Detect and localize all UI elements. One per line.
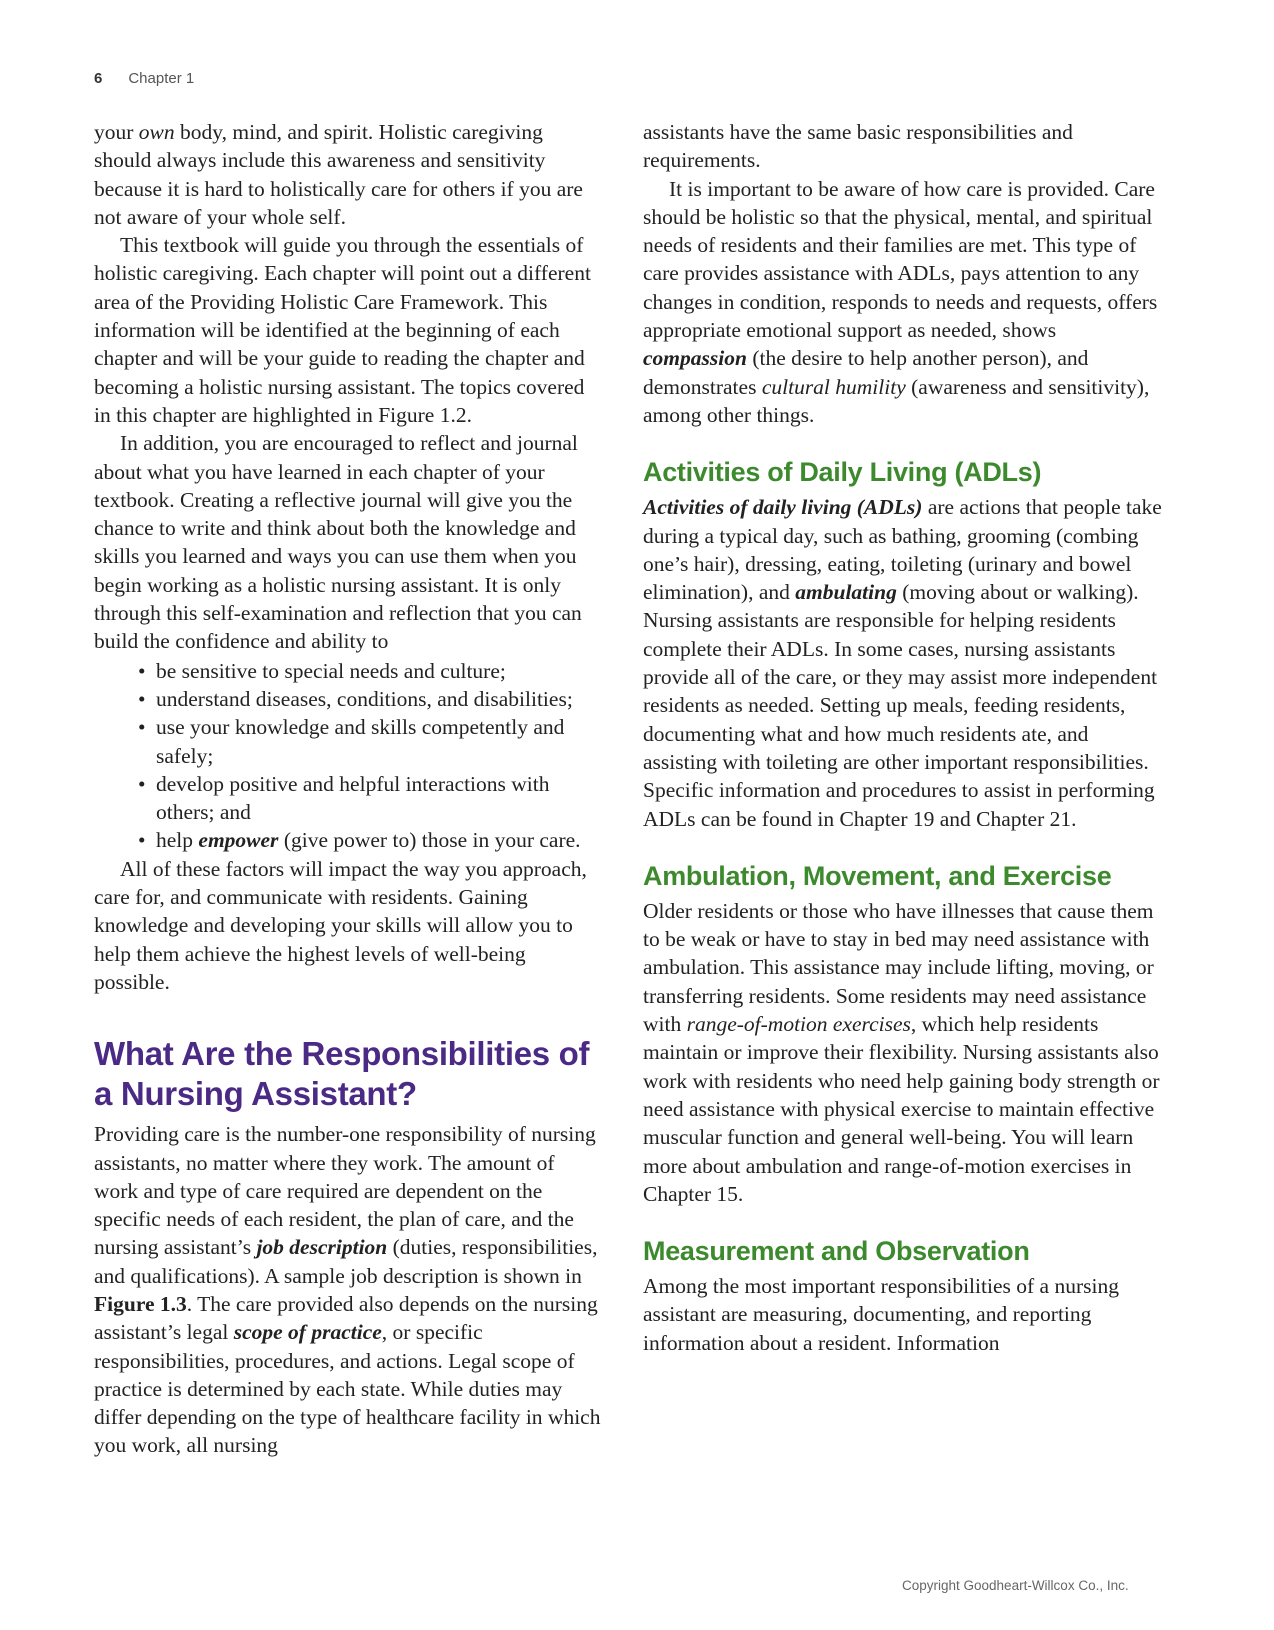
paragraph: Among the most important responsibilities of a nursing assistant are measuring, documenting, and reporting information about a resident. Information (643, 1274, 1119, 1355)
text-run: (the desire to help another person), and demonstrates (643, 346, 1089, 399)
emphasis: range-of-motion exercises (686, 1012, 911, 1037)
emphasis: cultural humility (761, 374, 906, 399)
list-item: • understand diseases, conditions, and disabilities; (138, 685, 604, 713)
key-term: scope of practice (233, 1320, 382, 1345)
paragraph (643, 493, 1163, 833)
list-item: • use your knowledge and skills competently and safely; (138, 713, 604, 770)
text-run: (awareness and sensitivity), among other things. (643, 374, 1150, 427)
left-column (94, 118, 604, 1460)
paragraph (643, 175, 1163, 430)
list-item: • develop positive and helpful interactions with others; and (138, 770, 604, 827)
text-run: . The care provided also depends on the nursing assistant’s legal (94, 1291, 598, 1345)
list-item (138, 826, 604, 854)
list-item: • be sensitive to special needs and culture; (138, 657, 604, 685)
paragraph (94, 118, 604, 231)
key-term: empower (198, 828, 279, 853)
key-term: Activities of daily living (ADLs) (643, 495, 923, 520)
text-run: (duties, responsibilities, and qualifications). A sample job description is shown in (94, 1235, 598, 1288)
key-term: job description (256, 1235, 388, 1260)
key-term: compassion (643, 346, 747, 371)
text-run: body, mind, and spirit. Holistic caregiving should always include this awareness and sensitivity because it is hard to holistically care for others if you are not aware of your whole self. (94, 120, 583, 229)
text-run: your (94, 120, 139, 144)
text-run: help (156, 828, 199, 853)
figure-reference: Figure 1.3 (94, 1291, 187, 1316)
paragraph: assistants have the same basic responsibilities and requirements. (643, 120, 1073, 173)
text-run: (moving about or walking). Nursing assistants are responsible for helping residents complete their ADLs. In some cases, nursing assistants provide all of the care, or they may assist more independent residents as needed. Setting up meals, feeding residents, documenting what and how much residents ate, and assisting with toileting are other important responsibilities. Specific information and procedures to assist in performing ADLs can be found in Chapter 19 and Chapter 21. (643, 580, 1158, 831)
text-run: , or specific responsibilities, procedures, and actions. Legal scope of practice is determined by each state. While duties may differ depending on the type of healthcare facility in which you work, all nursing (94, 1320, 601, 1458)
text-run: Older residents or those who have illnesses that cause them to be weak or have to stay in bed may need assistance with ambulation. This assistance may include lifting, moving, or transferring residents. Some residents may need assistance with (643, 898, 1154, 1037)
copyright-footer: Copyright Goodheart-Willcox Co., Inc. (902, 1578, 1129, 1593)
paragraph: This textbook will guide you through the essentials of holistic caregiving. Each chapter will point out a different area of the Providing Holistic Care Framework. This information will be identified at the beginning of each chapter and will be your guide to reading the chapter and becoming a holistic nursing assistant. The topics covered in this chapter are highlighted in Figure 1.2. (94, 233, 591, 427)
key-term: ambulating (795, 580, 897, 605)
paragraph: All of these factors will impact the way you approach, care for, and communicate with residents. Gaining knowledge and developing your skills will allow you to help them achieve the highest levels of well-being possible. (94, 856, 587, 994)
running-head (94, 70, 194, 87)
text-run: It is important to be aware of how care is provided. Care should be holistic so that the physical, mental, and spiritual needs of residents and their families are met. This type of care provides assistance with ADLs, pays attention to any changes in condition, responds to needs and requests, offers appropriate emotional support as needed, shows (643, 176, 1158, 343)
chapter-label: Chapter 1 (128, 70, 195, 87)
paragraph: In addition, you are encouraged to reflect and journal about what you have learned in each chapter of your textbook. Creating a reflective journal will give you the chance to write and think about both the knowledge and skills you learned and ways you can use them when you begin working as a holistic nursing assistant. It is only through this self-examination and reflection that you can build the confidence and ability to (94, 431, 582, 654)
paragraph (94, 1120, 604, 1460)
text-run: are actions that people take during a typical day, such as bathing, grooming (combing one’s hair), dressing, eating, toileting (urinary and bowel elimination), and (643, 495, 1162, 605)
subsection-heading: Measurement and Observation (643, 1236, 1030, 1267)
right-column (643, 118, 1163, 1357)
bullet-list (94, 657, 604, 855)
subsection-heading: Activities of Daily Living (ADLs) (643, 457, 1042, 488)
section-heading: What Are the Responsibilities of a Nursing Assistant? (94, 1035, 590, 1113)
paragraph (643, 897, 1163, 1208)
text-run: Providing care is the number-one responsibility of nursing assistants, no matter where they work. The amount of work and type of care required are dependent on the specific needs of each resident, the plan of care, and the nursing assistant’s (94, 1122, 596, 1260)
text-run: (give power to) those in your care. (278, 828, 581, 853)
page-number: 6 (94, 70, 103, 87)
text-run: , which help residents maintain or improve their flexibility. Nursing assistants also work with residents who need help gaining body strength or need assistance with physical exercise to maintain effective muscular function and general well-being. You will learn more about ambulation and range-of-motion exercises in Chapter 15. (643, 1012, 1160, 1206)
emphasis: own (138, 120, 175, 144)
subsection-heading: Ambulation, Movement, and Exercise (643, 860, 1112, 891)
